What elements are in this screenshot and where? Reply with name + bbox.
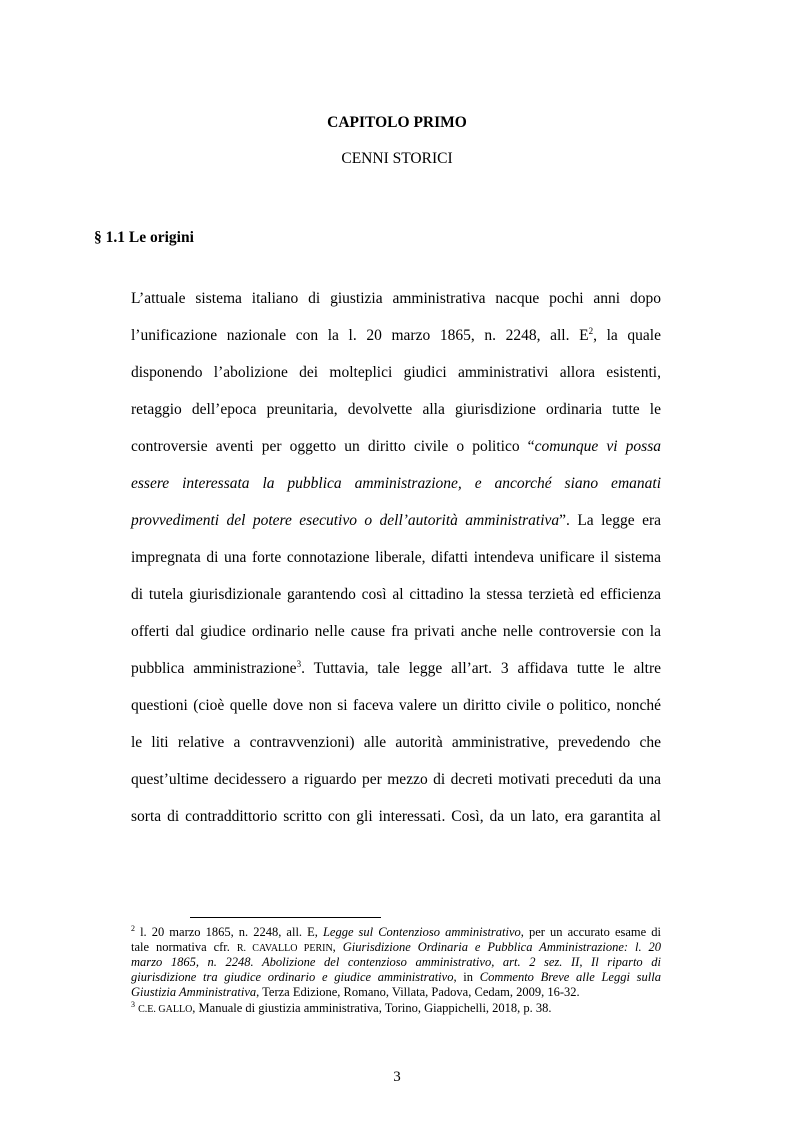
text-line bbox=[131, 473, 661, 495]
text-run: , bbox=[332, 940, 343, 954]
text-run: impregnata di una forte connotazione liberale, difatti intendeva unificare il sistema bbox=[131, 549, 661, 566]
footnote-line bbox=[131, 954, 661, 970]
text-run: , Manuale di giustizia amministrativa, Torino, Giappichelli, 2018, p. 38. bbox=[192, 1001, 552, 1015]
text-run: tale normativa cfr. bbox=[131, 940, 237, 954]
citation-title: Giurisdizione Ordinaria e Pubblica Amministrazione: l. 20 bbox=[342, 940, 662, 954]
text-line bbox=[131, 806, 661, 828]
text-line bbox=[131, 621, 661, 643]
text-run: L’attuale sistema italiano di giustizia amministrativa nacque pochi anni dopo bbox=[131, 290, 661, 307]
footnote-separator bbox=[190, 917, 381, 918]
footnote-line bbox=[131, 984, 661, 1000]
section-heading: § 1.1 Le origini bbox=[94, 229, 194, 246]
text-line bbox=[131, 510, 661, 532]
text-run: , in bbox=[453, 970, 480, 984]
text-line bbox=[131, 695, 661, 717]
text-run: retaggio dell’epoca preunitaria, devolvette alla giurisdizione ordinaria tutte le bbox=[131, 401, 661, 418]
text-run: pubblica amministrazione bbox=[131, 660, 297, 677]
chapter-title: CAPITOLO PRIMO bbox=[327, 114, 467, 131]
footnote-number: 3 bbox=[131, 999, 135, 1009]
text-run: , la quale bbox=[593, 327, 661, 344]
text-run: l’unificazione nazionale con la l. 20 marzo 1865, n. 2248, all. E bbox=[131, 327, 589, 344]
text-line bbox=[131, 769, 661, 791]
text-run: offerti dal giudice ordinario nelle cause fra privati anche nelle controversie con la bbox=[131, 623, 661, 640]
text-line bbox=[131, 362, 661, 384]
text-run: ”. La legge era bbox=[559, 512, 662, 529]
citation-title: marzo 1865, n. 2248. Abolizione del contenzioso amministrativo, art. 2 sez. II, Il riparto di bbox=[131, 955, 661, 969]
author-name: R. CAVALLO PERIN bbox=[236, 943, 333, 954]
text-run: , Terza Edizione, Romano, Villata, Padova, Cedam, 2009, 16-32. bbox=[256, 985, 580, 999]
text-line bbox=[131, 658, 661, 680]
author-name: C.E. GALLO bbox=[138, 1004, 193, 1015]
footnote-2 bbox=[131, 924, 661, 940]
text-line bbox=[131, 436, 661, 458]
text-line bbox=[131, 325, 661, 347]
text-run: quest’ultime decidessero a riguardo per mezzo di decreti motivati preceduti da una bbox=[131, 771, 661, 788]
text-line bbox=[131, 732, 661, 754]
text-run: le liti relative a contravvenzioni) alle autorità amministrative, prevedendo che bbox=[131, 734, 661, 751]
citation-title: Legge sul Contenzioso amministrativo bbox=[322, 925, 521, 939]
text-run: disponendo l’abolizione dei molteplici giudici amministrativi allora esistenti, bbox=[131, 364, 661, 381]
text-line bbox=[131, 288, 661, 310]
text-run: l. 20 marzo 1865, n. 2248, all. E, bbox=[135, 925, 323, 939]
text-line bbox=[131, 584, 661, 606]
text-line bbox=[131, 399, 661, 421]
text-run: sorta di contraddittorio scritto con gli interessati. Così, da un lato, era garantita al bbox=[131, 808, 661, 825]
footnote-3 bbox=[131, 1000, 661, 1016]
citation-title: Giustizia Amministrativa bbox=[131, 985, 257, 999]
text-line bbox=[131, 547, 661, 569]
text-run: di tutela giurisdizionale garantendo così al cittadino la stessa terzietà ed efficienza bbox=[131, 586, 661, 603]
text-run: questioni (cioè quelle dove non si faceva valere un diritto civile o politico, nonché bbox=[131, 697, 661, 714]
text-run: , per un accurato esame di bbox=[520, 925, 661, 939]
quote-text: comunque vi possa bbox=[534, 438, 661, 455]
footnote-line bbox=[131, 939, 661, 955]
text-run: . Tuttavia, tale legge all’art. 3 affidava tutte le altre bbox=[301, 660, 661, 677]
footnote-ref-2[interactable]: 2 bbox=[588, 325, 594, 336]
page-number: 3 bbox=[393, 1069, 401, 1085]
citation-title: giurisdizione tra giudice ordinario e giudice amministrativo bbox=[131, 970, 454, 984]
chapter-subtitle: CENNI STORICI bbox=[341, 150, 453, 167]
quote-text: essere interessata la pubblica amministrazione, e ancorché siano emanati bbox=[131, 475, 661, 492]
citation-title: Commento Breve alle Leggi sulla bbox=[479, 970, 661, 984]
footnote-line bbox=[131, 969, 661, 985]
quote-text: provvedimenti del potere esecutivo o dell’autorità amministrativa bbox=[131, 512, 560, 529]
footnote-number: 2 bbox=[131, 923, 135, 933]
text-run: controversie aventi per oggetto un diritto civile o politico “ bbox=[131, 438, 535, 455]
footnote-ref-3[interactable]: 3 bbox=[296, 658, 302, 669]
